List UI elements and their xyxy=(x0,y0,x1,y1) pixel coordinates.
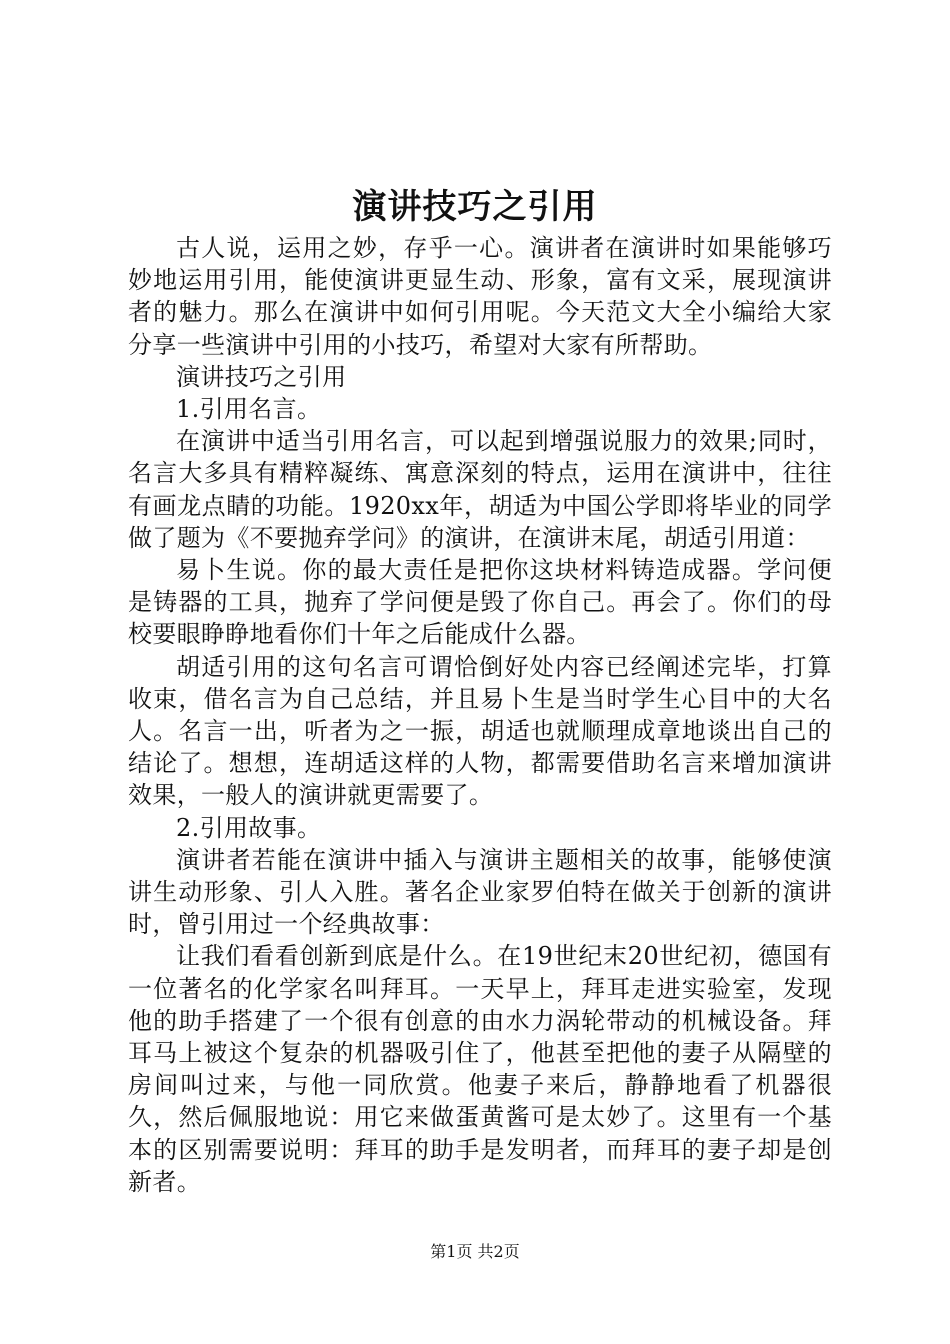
document-title: 演讲技巧之引用 xyxy=(352,187,598,227)
document-body xyxy=(128,232,832,1198)
paragraph-subtitle: 演讲技巧之引用 xyxy=(176,362,347,391)
paragraph-quotes-explanation: 在演讲中适当引用名言，可以起到增强说服力的效果;同时，名言大多具有精粹凝练、寓意深刻的特点，运用在演讲中，往往有画龙点睛的功能。1920xx年，胡适为中国公学即将毕业的同学做了题为《不要抛弃学问》的演讲，在演讲末尾，胡适引用道： xyxy=(128,427,832,552)
paragraph-hu-shi-analysis: 胡适引用的这句名言可谓恰倒好处内容已经阐述完毕，打算收束，借名言为自己总结，并且易卜生是当时学生心目中的大名人。名言一出，听者为之一振，胡适也就顺理成章地谈出自己的结论了。想想，连胡适这样的人物，都需要借助名言来增加演讲效果，一般人的演讲就更需要了。 xyxy=(128,652,832,810)
paragraph-bayer-story: 让我们看看创新到底是什么。在19世纪末20世纪初，德国有一位著名的化学家名叫拜耳。一天早上，拜耳走进实验室，发现他的助手搭建了一个很有创意的由水力涡轮带动的机械设备。拜耳马上被这个复杂的机器吸引住了，他甚至把他的妻子从隔壁的房间叫过来，与他一同欣赏。他妻子来后，静静地看了机器很久，然后佩服地说：用它来做蛋黄酱可是太妙了。这里有一个基本的区别需要说明：拜耳的助手是发明者，而拜耳的妻子却是创新者。 xyxy=(128,942,832,1196)
page-footer: 第1页 共2页 xyxy=(430,1242,520,1261)
section-heading-quotes: 1.引用名言。 xyxy=(176,395,322,424)
paragraph-ibsen-quote: 易卜生说。你的最大责任是把你这块材料铸造成器。学问便是铸器的工具，抛弃了学问便是毁了你自己。再会了。你们的母校要眼睁睁地看你们十年之后能成什么器。 xyxy=(128,556,832,649)
paragraph-intro: 古人说，运用之妙，存乎一心。演讲者在演讲时如果能够巧妙地运用引用，能使演讲更显生动、形象，富有文采，展现演讲者的魅力。那么在演讲中如何引用呢。今天范文大全小编给大家分享一些演讲中引用的小技巧，希望对大家有所帮助。 xyxy=(128,234,832,359)
section-heading-stories: 2.引用故事。 xyxy=(176,813,322,842)
paragraph-stories-explanation: 演讲者若能在演讲中插入与演讲主题相关的故事，能够使演讲生动形象、引人入胜。著名企业家罗伯特在做关于创新的演讲时，曾引用过一个经典故事： xyxy=(128,845,832,939)
